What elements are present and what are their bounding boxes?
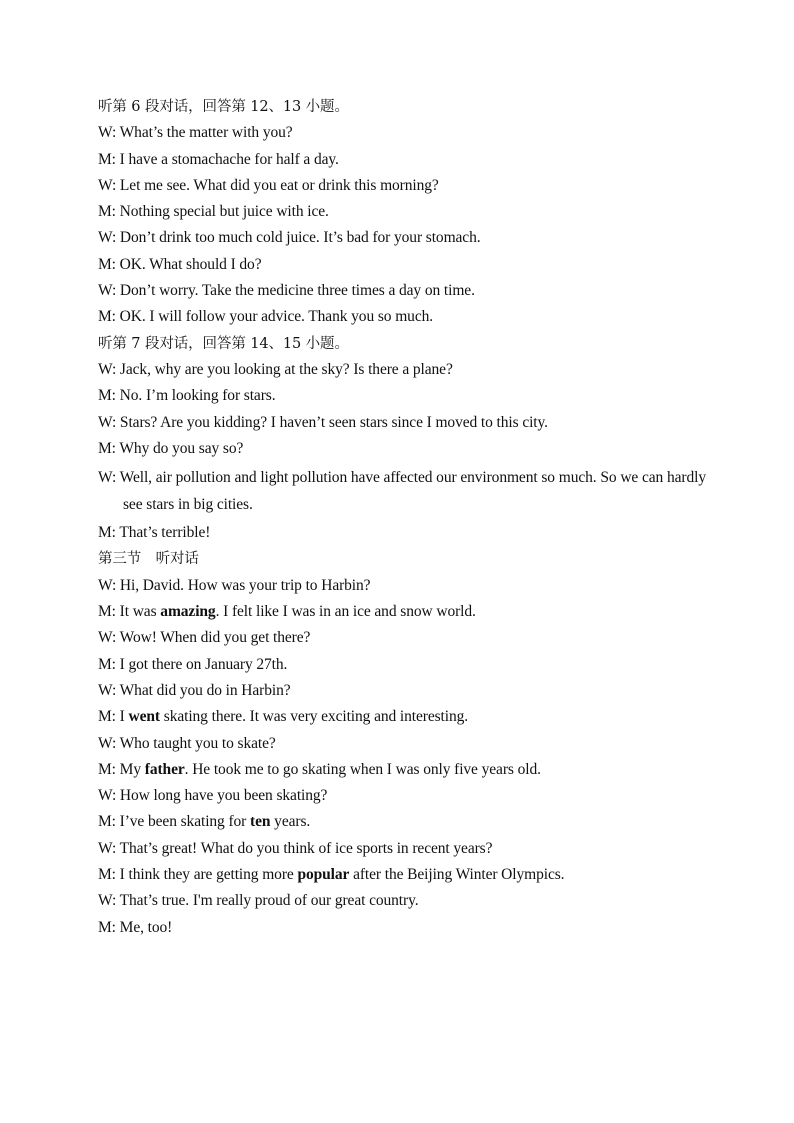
dialogue-line: M: Nothing special but juice with ice.: [98, 203, 329, 221]
dialogue-line: [98, 599, 706, 625]
line-text: after the Beijing Winter Olympics.: [349, 866, 565, 884]
dialogue-line: M: I got there on January 27th.: [98, 655, 288, 673]
dialogue-line: W: Jack, why are you looking at the sky? Is there a plane?: [98, 360, 453, 378]
dialogue-line: W: What’s the matter with you?: [98, 124, 293, 142]
line-text: M: It was: [98, 603, 161, 621]
dialogue-line: M: Why do you say so?: [98, 439, 244, 457]
dialogue-line: W: Let me see. What did you eat or drink this morning?: [98, 176, 439, 194]
line-text: M: My: [98, 760, 145, 778]
line-text: . I felt like I was in an ice and snow world.: [215, 603, 476, 621]
key-word: ten: [250, 813, 271, 831]
dialogue-line: M: Me, too!: [98, 918, 173, 936]
part-3-heading: 第三节 听对话: [98, 551, 199, 568]
transcript: [98, 94, 706, 941]
key-word: amazing: [160, 603, 216, 621]
dialogue-line: W: Who taught you to skate?: [98, 734, 276, 752]
dialogue-line: W: That’s true. I'm really proud of our great country.: [98, 892, 419, 910]
dialogue-line: W: Stars? Are you kidding? I haven’t seen stars since I moved to this city.: [98, 413, 548, 431]
line-text: skating there. It was very exciting and interesting.: [159, 708, 469, 726]
dialogue-line: W: Don’t drink too much cold juice. It’s bad for your stomach.: [98, 229, 481, 247]
section-7-heading: 听第 7 段对话，回答第 14、15 小题。: [98, 335, 349, 352]
line-text: M: I: [98, 708, 129, 726]
dialogue-line-wrapped: W: Well, air pollution and light pollution have affected our environment so much. So we can hardly see stars in big cities.: [98, 469, 706, 514]
line-text: M: I think they are getting more: [98, 866, 298, 884]
dialogue-line: W: Don’t worry. Take the medicine three times a day on time.: [98, 282, 475, 300]
section-6-heading: 听第 6 段对话，回答第 12、13 小题。: [98, 99, 349, 115]
key-word: went: [128, 708, 160, 726]
dialogue-line: W: What did you do in Harbin?: [98, 681, 291, 699]
dialogue-line: [98, 862, 706, 888]
line-text: . He took me to go skating when I was only five years old.: [184, 760, 541, 778]
dialogue-line: W: How long have you been skating?: [98, 787, 328, 805]
dialogue-line: W: That’s great! What do you think of ice sports in recent years?: [98, 839, 493, 857]
dialogue-line: M: I have a stomachache for half a day.: [98, 150, 339, 168]
line-text: years.: [270, 813, 311, 831]
dialogue-line: M: OK. I will follow your advice. Thank you so much.: [98, 308, 434, 326]
dialogue-line: [98, 704, 706, 730]
line-text: M: I’ve been skating for: [98, 813, 251, 831]
key-word: popular: [297, 866, 350, 884]
dialogue-line: M: That’s terrible!: [98, 524, 211, 542]
dialogue-line: [98, 809, 706, 835]
dialogue-line: W: Wow! When did you get there?: [98, 629, 311, 647]
dialogue-line: M: No. I’m looking for stars.: [98, 387, 276, 405]
key-word: father: [144, 760, 185, 778]
dialogue-line: M: OK. What should I do?: [98, 255, 262, 273]
dialogue-line: [98, 757, 706, 783]
dialogue-line: W: Hi, David. How was your trip to Harbin?: [98, 576, 371, 594]
